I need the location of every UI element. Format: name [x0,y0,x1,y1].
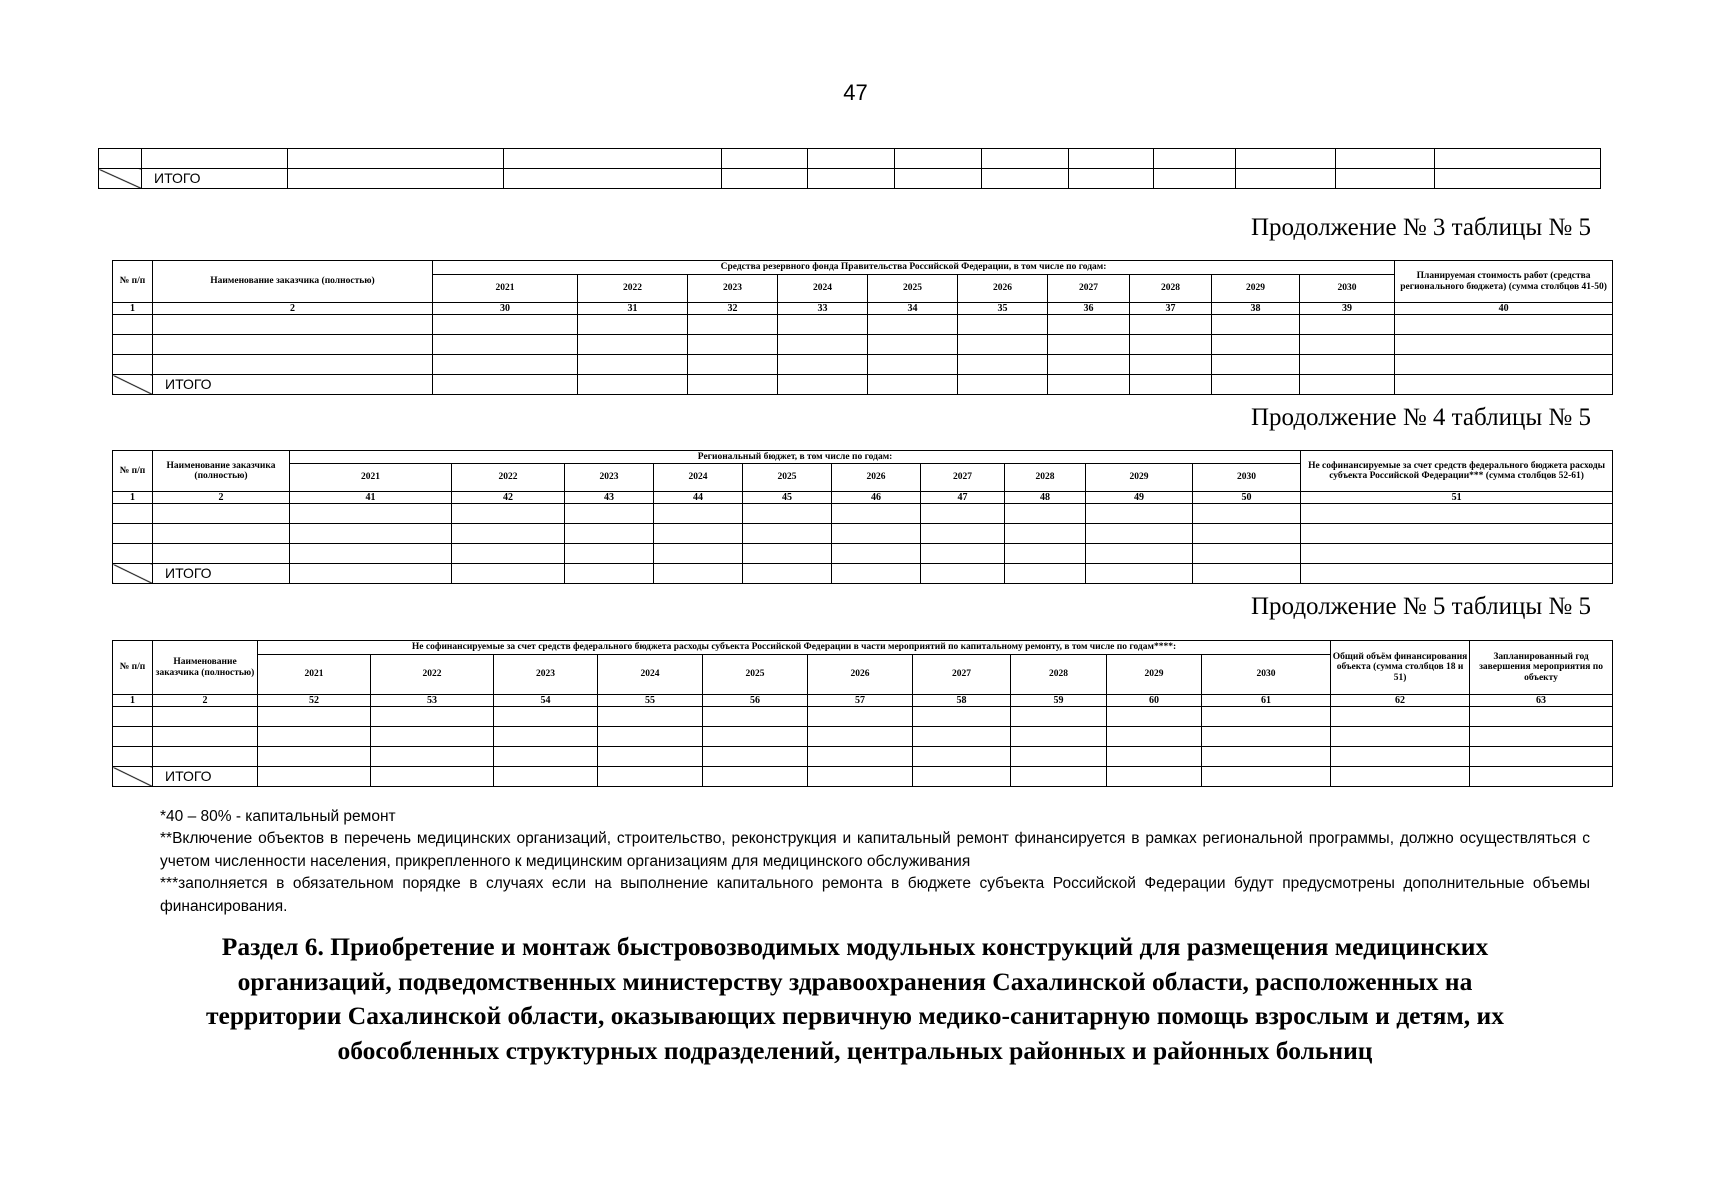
total-row [113,767,1613,787]
col-no-header: № п/п [113,261,153,303]
year-header: 2030 [1202,655,1331,695]
previous-table-fragment [98,148,1601,189]
diagonal-cell [113,564,153,584]
column-number: 2 [153,303,433,315]
year-header: 2021 [258,655,371,695]
column-number: 61 [1202,695,1331,707]
column-number: 39 [1300,303,1395,315]
year-header: 2030 [1193,464,1301,492]
table-row [113,747,1613,767]
total-label: ИТОГО [142,169,288,189]
footnotes [160,806,1590,918]
year-header: 2027 [913,655,1011,695]
column-number: 38 [1212,303,1300,315]
col-nonco-header: Не софинансируемые за счет средств федерального бюджета расходы субъекта Российской Федерации*** (сумма столбцов 52-61) [1301,451,1613,492]
column-number: 49 [1086,492,1193,504]
table-row [113,315,1613,335]
table-row [113,504,1613,524]
year-header: 2025 [743,464,832,492]
col-customer-header: Наименование заказчика (полностью) [153,261,433,303]
column-number: 2 [153,492,290,504]
column-number-row [113,695,1613,707]
group-header: Региональный бюджет, в том числе по годам: [290,451,1301,464]
total-row [99,169,1601,189]
column-number: 59 [1011,695,1107,707]
column-number: 42 [452,492,565,504]
year-header: 2026 [808,655,913,695]
column-number-row [113,492,1613,504]
col-no-header: № п/п [113,451,153,492]
total-row [113,375,1613,395]
group-header: Не софинансируемые за счет средств федерального бюджета расходы субъекта Российской Федерации в части мероприятий по капитальному ремонту, в том числе по годам****: [258,641,1331,655]
column-number: 1 [113,303,153,315]
column-number: 55 [598,695,703,707]
footnote: **Включение объектов в перечень медицинских организаций, строительство, реконструкция и капитальный ремонт финансируется в рамках региональной программы, должно осуществляться с учетом численности населения, прикрепленного к медицинским организациям для медицинского обслуживания [160,830,1590,870]
table-row [113,727,1613,747]
column-number: 36 [1048,303,1130,315]
page-number: 47 [843,80,868,105]
year-header: 2024 [654,464,743,492]
diagonal-cell [113,375,153,395]
col-no-header: № п/п [113,641,153,695]
column-number: 60 [1107,695,1202,707]
group-header: Средства резервного фонда Правительства Российской Федерации, в том числе по годам: [433,261,1395,275]
diagonal-cell [113,767,153,787]
col-planned-header: Планируемая стоимость работ (средства регионального бюджета) (сумма столбцов 41-50) [1395,261,1613,303]
column-number: 40 [1395,303,1613,315]
column-number: 33 [778,303,868,315]
year-header: 2026 [958,275,1048,303]
year-header: 2022 [371,655,494,695]
column-number: 52 [258,695,371,707]
diagonal-cell [99,169,142,189]
col-total-header: Общий объём финансирования объекта (сумма столбцов 18 и 51) [1331,641,1470,695]
table-row [113,544,1613,564]
year-header: 2028 [1005,464,1086,492]
year-header: 2023 [494,655,598,695]
column-number: 2 [153,695,258,707]
table-row [113,335,1613,355]
col-customer-header: Наименование заказчика (полностью) [153,451,290,492]
table-continuation-3 [112,260,1613,395]
footnote: ***заполняется в обязательном порядке в случаях если на выполнение капитального ремонта в бюджете субъекта Российской Федерации будут предусмотрены дополнительные объемы финансирования. [160,875,1590,915]
column-number: 1 [113,492,153,504]
year-header: 2024 [778,275,868,303]
table-row [113,355,1613,375]
year-header: 2023 [565,464,654,492]
year-header: 2029 [1086,464,1193,492]
total-row [113,564,1613,584]
total-label: ИТОГО [153,375,433,395]
column-number: 48 [1005,492,1086,504]
column-number: 51 [1301,492,1613,504]
column-number: 63 [1470,695,1613,707]
year-header: 2024 [598,655,703,695]
year-header: 2025 [703,655,808,695]
column-number-row [113,303,1613,315]
total-label: ИТОГО [153,767,258,787]
year-header: 2021 [433,275,578,303]
column-number: 32 [688,303,778,315]
year-header: 2022 [578,275,688,303]
year-header: 2023 [688,275,778,303]
year-header: 2028 [1130,275,1212,303]
column-number: 47 [921,492,1005,504]
footnote: *40 – 80% - капитальный ремонт [160,808,396,825]
column-number: 53 [371,695,494,707]
column-number: 41 [290,492,452,504]
column-number: 57 [808,695,913,707]
table-continuation-5 [112,640,1613,787]
total-label: ИТОГО [153,564,290,584]
column-number: 35 [958,303,1048,315]
column-number: 37 [1130,303,1212,315]
continuation-4-heading: Продолжение № 4 таблицы № 5 [1250,404,1591,431]
year-header: 2030 [1300,275,1395,303]
column-number: 46 [832,492,921,504]
continuation-5-heading: Продолжение № 5 таблицы № 5 [1250,593,1591,620]
year-header: 2022 [452,464,565,492]
table-row [113,524,1613,544]
year-header: 2021 [290,464,452,492]
year-header: 2026 [832,464,921,492]
table-continuation-4 [112,450,1613,584]
column-number: 50 [1193,492,1301,504]
year-header: 2025 [868,275,958,303]
column-number: 43 [565,492,654,504]
year-header: 2028 [1011,655,1107,695]
column-number: 54 [494,695,598,707]
column-number: 45 [743,492,832,504]
column-number: 1 [113,695,153,707]
year-header: 2029 [1107,655,1202,695]
section-heading: Раздел 6. Приобретение и монтаж быстровозводимых модульных конструкций для размещения медицинских организаций, подведомственных министерству здравоохранения Сахалинской области, расположенных на территории Сахалинской области, оказывающих первичную медико-санитарную помощь взрослым и детям, их обособленных структурных подразделений, центральных районных и районных больниц [206,932,1504,1066]
column-number: 56 [703,695,808,707]
column-number: 58 [913,695,1011,707]
column-number: 62 [1331,695,1470,707]
column-number: 31 [578,303,688,315]
column-number: 44 [654,492,743,504]
year-header: 2027 [1048,275,1130,303]
year-header: 2029 [1212,275,1300,303]
col-customer-header: Наименование заказчика (полностью) [153,641,258,695]
col-year-end-header: Запланированный год завершения мероприятия по объекту [1470,641,1613,695]
table-row [99,149,1601,169]
column-number: 34 [868,303,958,315]
continuation-3-heading: Продолжение № 3 таблицы № 5 [1250,214,1591,241]
table-row [113,707,1613,727]
year-header: 2027 [921,464,1005,492]
column-number: 30 [433,303,578,315]
